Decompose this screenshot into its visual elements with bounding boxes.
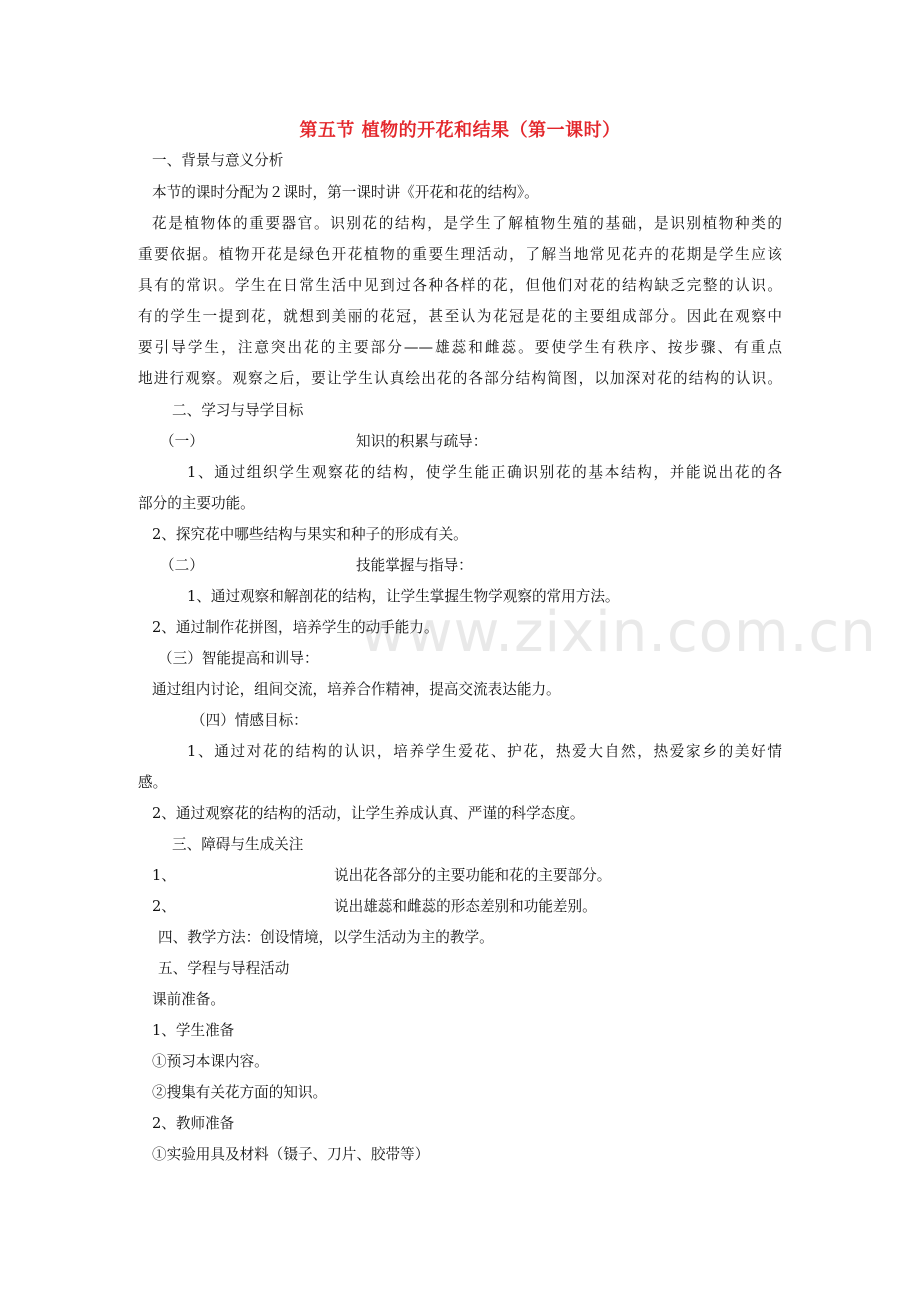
ability-goal-1: 通过组内讨论，组间交流，培养合作精神，提高交流表达能力。 xyxy=(152,681,561,698)
obstacle-1-text: 说出花各部分的主要功能和花的主要部分。 xyxy=(334,867,612,884)
knowledge-goal-1-line-2: 部分的主要功能。 xyxy=(138,495,255,512)
document-title: 第五节 植物的开花和结果（第一课时） xyxy=(299,120,621,141)
section-5-heading: 五、学程与导程活动 xyxy=(158,960,290,977)
section-3-heading: 三、障碍与生成关注 xyxy=(172,836,304,853)
section-1-para-line-2: 重要依据。植物开花是绿色开花植物的重要生理活动，了解当地常见花卉的花期是学生应该 xyxy=(138,246,782,263)
subsection-2-label: 技能掌握与指导： xyxy=(356,557,473,574)
teacher-prep-item-1: ①实验用具及材料（镊子、刀片、胶带等） xyxy=(152,1146,430,1163)
emotion-goal-2: 2、通过观察花的结构的活动，让学生养成认真、严谨的科学态度。 xyxy=(152,805,585,822)
section-2-heading: 二、学习与导学目标 xyxy=(172,402,304,419)
pre-class-prep: 课前准备。 xyxy=(152,991,225,1008)
student-prep-item-2: ②搜集有关花方面的知识。 xyxy=(152,1084,328,1101)
section-4-heading: 四、教学方法：创设情境，以学生活动为主的教学。 xyxy=(158,929,494,946)
subsection-2-number: （二） xyxy=(160,557,204,574)
subsection-3-heading: （三）智能提高和训导： xyxy=(158,650,319,667)
subsection-4-heading: （四）情感目标： xyxy=(191,712,308,729)
watermark: www.zixin.com.cn xyxy=(360,600,877,665)
section-1-intro: 本节的课时分配为２课时，第一课时讲《开花和花的结构》。 xyxy=(152,184,539,201)
section-1-para-line-4: 有的学生一提到花，就想到美丽的花冠，甚至认为花冠是花的主要组成部分。因此在观察中 xyxy=(138,308,782,325)
skill-goal-1: 1、通过观察和解剖花的结构，让学生掌握生物学观察的常用方法。 xyxy=(187,588,620,605)
emotion-goal-1-line-1: 1、通过对花的结构的认识，培养学生爱花、护花，热爱大自然，热爱家乡的美好情 xyxy=(187,743,782,760)
obstacle-2-text: 说出雄蕊和雌蕊的形态差别和功能差别。 xyxy=(334,898,597,915)
section-1-para-line-6: 地进行观察。观察之后，要让学生认真绘出花的各部分结构简图，以加深对花的结构的认识。 xyxy=(138,370,782,387)
obstacle-2-number: 2、 xyxy=(152,898,176,915)
teacher-prep-heading: 2、教师准备 xyxy=(152,1115,235,1132)
subsection-1-number: （一） xyxy=(160,433,204,450)
knowledge-goal-1-line-1: 1、通过组织学生观察花的结构，使学生能正确识别花的基本结构，并能说出花的各 xyxy=(187,464,782,481)
subsection-1-label: 知识的积累与疏导： xyxy=(356,433,488,450)
section-1-heading: 一、背景与意义分析 xyxy=(152,152,284,169)
student-prep-item-1: ①预习本课内容。 xyxy=(152,1053,269,1070)
section-1-para-line-5: 要引导学生，注意突出花的主要部分——雄蕊和雌蕊。要使学生有秩序、按步骤、有重点 xyxy=(138,339,782,356)
emotion-goal-1-line-2: 感。 xyxy=(138,774,168,791)
section-1-para-line-1: 花是植物体的重要器官。识别花的结构，是学生了解植物生殖的基础，是识别植物种类的 xyxy=(152,215,782,232)
knowledge-goal-2: 2、探究花中哪些结构与果实和种子的形成有关。 xyxy=(152,526,468,543)
skill-goal-2: 2、通过制作花拼图，培养学生的动手能力。 xyxy=(152,619,439,636)
section-1-para-line-3: 具有的常识。学生在日常生活中见到过各种各样的花，但他们对花的结构缺乏完整的认识。 xyxy=(138,277,782,294)
obstacle-1-number: 1、 xyxy=(152,867,176,884)
student-prep-heading: 1、学生准备 xyxy=(152,1022,235,1039)
